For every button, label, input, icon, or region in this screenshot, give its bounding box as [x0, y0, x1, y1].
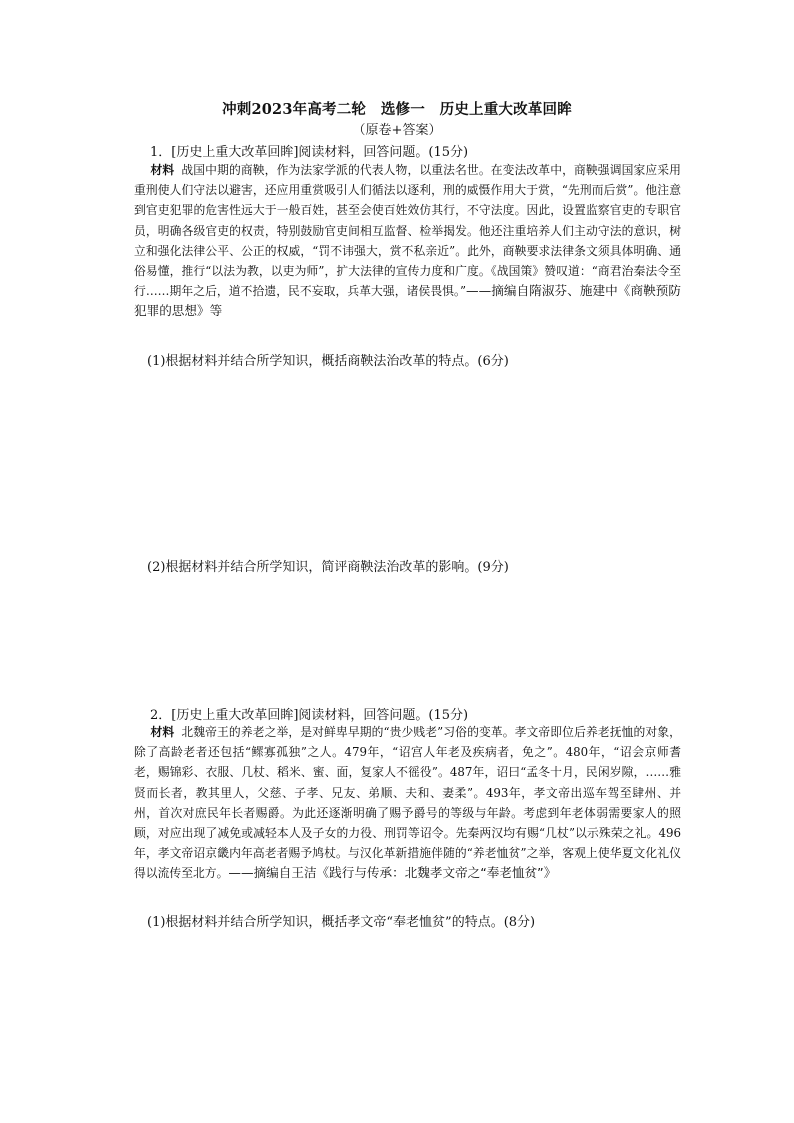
document-subtitle: （原卷+答案）: [352, 123, 442, 138]
material-text: 战国中期的商鞅，作为法家学派的代表人物，以重法名世。在变法改革中，商鞅强调国家应采用重刑使人们守法以避害，还应用重赏吸引人们循法以逐利，刑的威慑作用大于赏，“先刑而后赏”。他注意到官吏犯罪的危害性远大于一般百姓，甚至会使百姓效仿其行，不守法度。因此，设置监察官吏的专职官员，明确各级官吏的权责，特别鼓励官吏间相互监督、检举揭发。他还注重培养人们主动守法的意识，树立和强化法律公平、公正的权威，“罚不讳强大，赏不私亲近”。此外，商鞅要求法律条文须具体明确、通俗易懂，推行“以法为教，以吏为师”，扩大法律的宣传力度和广度。《战国策》赞叹道：“商君治秦法令至行……期年之后，道不拾遗，民不妄取，兵革大强，诸侯畏惧。”: [134, 163, 681, 299]
question-2-material: [134, 722, 681, 884]
question-1-subquestion-1: (1)根据材料并结合所学知识，概括商鞅法治改革的特点。(6分): [147, 354, 509, 369]
document-title: 冲刺2023年高考二轮 选修一 历史上重大改革回眸: [222, 101, 572, 118]
material-source: ——摘编自隋淑芬、施建中《商鞅预防犯罪的思想》等: [134, 283, 682, 319]
question-1-heading: 1．[历史上重大改革回眸]阅读材料，回答问题。(15分): [150, 145, 469, 160]
question-1-subquestion-2: (2)根据材料并结合所学知识，简评商鞅法治改革的影响。(9分): [147, 560, 509, 575]
question-2-subquestion-1: (1)根据材料并结合所学知识，概括孝文帝“奉老恤贫”的特点。(8分): [147, 915, 536, 930]
material-label: 材料: [150, 725, 175, 739]
material-text: 北魏帝王的养老之举，是对鲜卑早期的“贵少贱老”习俗的变革。孝文帝即位后养老抚恤的对象，除了高龄老者还包括“鳏寡孤独”之人。479年，“诏宫人年老及疾病者，免之”。480年，“诏会京师耆老，赐锦彩、衣服、几杖、稻米、蜜、面，复家人不徭役”。487年，诏曰“孟冬十月，民闲岁隙，……雅贤而长者，教其里人，父慈、子孝、兄友、弟顺、夫和、妻柔”。493年，孝文帝出巡车驾至肆州、并州，首次对庶民年长者赐爵。为此还逐渐明确了赐予爵号的等级与年龄。考虑到年老体弱需要家人的照顾，对应出现了减免或减轻本人及子女的力役、刑罚等诏令。先秦两汉均有赐“几杖”以示殊荣之礼。496年，孝文帝诏京畿内年高老者赐予鸠杖。与汉化革新措施伴随的“养老恤贫”之举，客观上使华夏文化礼仪得以流传至北方。: [134, 725, 681, 881]
question-1-material: [134, 160, 681, 322]
question-2-heading: 2．[历史上重大改革回眸]阅读材料，回答问题。(15分): [150, 708, 469, 723]
material-source: ——摘编自王洁《践行与传承：北魏孝文帝之“奉老恤贫”》: [228, 865, 557, 881]
material-label: 材料: [150, 163, 175, 177]
